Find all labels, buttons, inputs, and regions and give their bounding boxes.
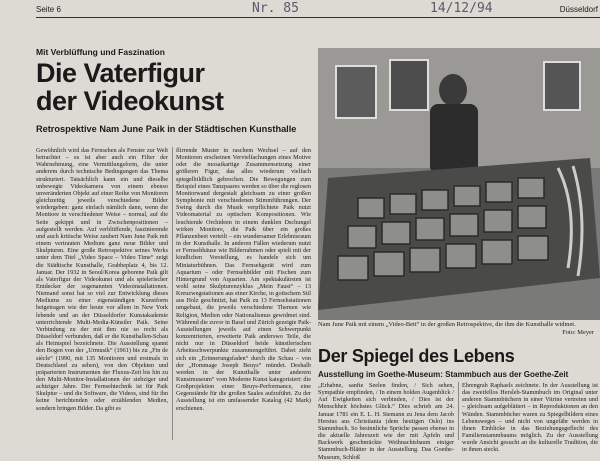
photo-caption-text: Nam June Paik mit einem „Video-Bett“ in der großen Retrospektive, die ihm die Kunsthalle widmet. bbox=[318, 321, 576, 328]
article2-headline: Der Spiegel des Lebens bbox=[318, 346, 515, 366]
headline-line-2: der Videokunst bbox=[36, 86, 224, 116]
video-bed-photo bbox=[318, 48, 600, 320]
article-photo bbox=[318, 48, 600, 320]
article2-column-2 bbox=[462, 382, 598, 454]
photo-credit: Foto: Meyer bbox=[562, 328, 594, 336]
page-number: Seite 6 bbox=[36, 5, 61, 14]
article2-subhead: Ausstellung im Goethe-Museum: Stammbuch aus der Goethe-Zeit bbox=[318, 370, 569, 379]
handwritten-date: 14/12/94 bbox=[430, 1, 493, 16]
article-column-1 bbox=[36, 147, 168, 440]
article-column-2 bbox=[176, 147, 311, 440]
article2-column-1 bbox=[318, 382, 454, 461]
article-subhead: Retrospektive Nam June Paik in der Städtischen Kunsthalle bbox=[36, 124, 297, 134]
article-headline bbox=[36, 59, 286, 115]
headline-line-1: Die Vaterfigur bbox=[36, 58, 205, 88]
header-rule bbox=[36, 17, 600, 18]
article-column-1-text: Gewöhnlich wird das Fernsehen als Fenster zur Welt betrachtet – es ist aber auch ein Filter der Wahrnehmung, eine Vermittlungsform, die unter anderem durch technische Bedingungen das Thema strukturiert. Tatsächlich kann ein und dieselbe unbewegte Videokamera von einem ebenso unveränderten Objekt auf einer Reihe von Monitoren gleichzeitig jeweils verschiedene Bilder wiedergeben: ganz einfach nämlich dann, wenn die Monitore in verschiedener Weise – normal, auf die Seite gekippt und in Zwischenpositionen – aufgestellt werden. Auf verblüffende, faszinierende und auch kritische Weise zaubert Nam June Paik mit einem vertrauten Medium ganz neue Bilder und Skulpturen. Eine große Retrospektive seines Werks unter dem Titel „Video Space – Video Time“ zeigt die Städtische Kunsthalle, Grabbeplatz 4, bis 12. Januar. Der 1932 in Seoul/Korea geborene Paik gilt als Vaterfigur der Videokunst und als spielerischer Entdecker der sogenannten Videoinstallationen. Niemand sonst hat so viel zur Entwicklung dieses Mediums zu einer eigenständigen Kunstform beigetragen wie der heute vor allem in New York lebende und an der Düsseldorfer Kunstakademie unterrichtende Multi-Media-Künstler Paik. Seine Verbindung zu der mit ihm nie so recht als Düsseldorf verbunden, daß er die Kunsthallen-Schau als Heimspiel bezeichnete. Die Ausstellung spannt den Bogen von der „Urmusik“ (1961) bis zu „Fin de siècle“ (1990, mit 135 Monitoren und erstmals in Deutschland zu sehen), von den Objekten und präparierten Instrumenten der Fluxus-Zeit bis hin zu den Multi-Monitor-Installationen der siebziger und achtziger Jahre. Der Fernsehtechnik ist für Paik Skulptur – und die Software, die Videos, sind für ihn keine berichtenden oder erzählenden Medien, sondern bringen Bilder. Da gibt es bbox=[36, 147, 168, 412]
article2-column-1-text: „Erhabne, sanfte Seelen finden, / Sich sehen, Sympathie empfinden, / In einem holden Augenblick / Auf Ewigkeiten sich verbinden, / Dies ist der Menschheit höchstes Glück.“ Dies schrieb am 24. Januar 1781 ein E. L. H. Stemann zu Jena dem Jacob Hersius aus Christiania (dem heutigen Oslo) ins Stammbuch. So besinnliche Sprüche passen ebenso in die aktuelle Jahreszeit wie der mit Äpfeln und Backwerk geschmückte Weihnachtsbaum einiger Stammbuch-Blätter in der Ausstellung. Das Goethe-Museum, Schloß bbox=[318, 382, 454, 461]
column-divider bbox=[172, 147, 173, 440]
article-column-2-text: flirrende Muster in raschem Wechsel – auf den Monitoren erscheinen Vervielfachungen eines Motive oder die mosaikartige Zusammensetzung einer größeren Figur, das alles wiederum vielfach spiegelbildlich gebrochen. Die Bewegungen zum Beispiel eines Tanzpaares werden so über die reglosen Monitorwand dergestalt gleichsam zu einer großen Symphonie mit verschiedenen Stimmführungen. Der Swing durch die Musik verpflichtete Paik nutzt Videomaterial zu optischen Kompositionen. Wie leuchtende Orchideen in einem dunklen Dschungel wirken Monitore, die Paik über ein großes Pflanzenbeet verteilt – ein wundersamer Erlebnisraum in der Kunsthalle. In anderen Fällen wiederum nutzt er Fernsehhäuse wie Bilderrahmen oder spielt mit der kindlichen Vorstellung, es handele sich um Miniaturbühnen. Das Fernsehgerät wird zum Aquarium – oder Fernsehbilder mit Fischen zum Hintergrund von Aquarien. Am spektakulärsten ist wohl seine Skulpturenzyklus „Mein Faust“ – 13 Kreuzwegstationen aus einer Kirche, in gotischem Stil aus Holz geschnitzt, hat Paik zu 13 Fernsehstationen umgebaut, die jeweils verschiedene Themen wie Religion, Medien oder Nationalismus gewidmet sind. Während die zuvor in Basel und Zürich gezeigte Paik-Ausstellungen jeweils auf einen Schwerpunkt konzentrierten, erweiterte Paik anderswo Teile, die nicht nur in Düsseldorf beide künstlerischen Arbeitsschwerpunkte zusammengeführt. Dabei zieht sich ein „Erinnerungsfaden“ durch die Schau – von der „Hommage Joseph Beuys“ mündet. Deshalb werden in der Kunsthalle unter anderem Kunstmuseum“ vom Moderne Kunst kategorisiert: die Großprojektion einer Beuys-Performance, eine Gegenstände für die großen Saales aufzuführt. Zu der Ausstellung ist ein umfassender Katalog (42 Mark) erschienen. bbox=[176, 147, 311, 412]
photo-caption bbox=[318, 321, 598, 336]
handwritten-number: Nr. 85 bbox=[252, 1, 299, 16]
page-header bbox=[36, 3, 600, 17]
article2-divider bbox=[458, 382, 459, 440]
article-kicker: Mit Verblüffung und Faszination bbox=[36, 47, 165, 57]
newspaper-city: Düsseldorf bbox=[559, 5, 598, 14]
article2-column-2-text: Ehrengrab Raphaels zeichnete. In der Ausstellung ist das zweifellos Hersleb-Stammbuch im Original unter anderen Stammbüchern in einer Vitrine vertreten und – gleichsam aufgeblättert – in Reproduktionen an den Wänden. Stammbücher waren zu Spiegelbildern eines Lebensweges – und nicht von ungefähr werden in ihnen Einblicke in das Beziehungsgeflecht des Familienstammbaums möglich. Zu der Ausstellung wurde Ansicht gesucht an die kulturelle Tradition, die in ihnen steckt. bbox=[462, 382, 598, 454]
